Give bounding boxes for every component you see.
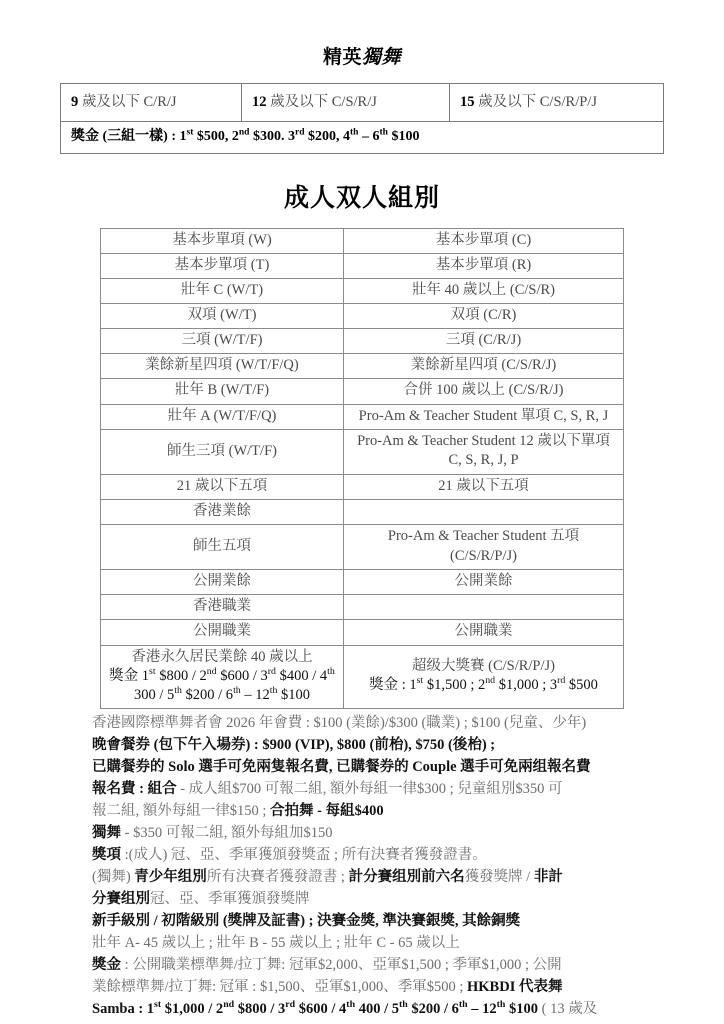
table-row	[101, 329, 624, 354]
samba-c: $800 / 3	[234, 1001, 286, 1018]
event-cell-right	[344, 499, 624, 524]
table-row	[101, 474, 624, 499]
event-cell-left: 基本步單項 (T)	[101, 253, 344, 278]
note-solo-fee	[92, 822, 632, 844]
note-award	[92, 844, 632, 866]
table-row	[101, 379, 624, 404]
note-youth-1	[92, 866, 632, 888]
youth-bold-2: 計分賽组別前六名	[348, 869, 465, 886]
table-row	[101, 354, 624, 379]
event-cell-right: 基本步單項 (C)	[344, 228, 624, 253]
hk-resident-prize-cell	[101, 645, 344, 708]
ordinal-suffix: rd	[267, 665, 276, 677]
event-cell-right: 公開職業	[344, 620, 624, 645]
event-cell-right	[344, 595, 624, 620]
hk-resident-title: 香港永久居民業餘 40 歲以上	[131, 648, 313, 665]
ordinal-suffix: th	[350, 127, 359, 138]
ordinal-suffix: th	[398, 999, 408, 1011]
age-group-cell-15	[450, 84, 664, 122]
event-cell-left: 香港業餘	[101, 499, 344, 524]
prize-c: $200, 4	[304, 129, 350, 145]
ordinal-suffix: th	[458, 999, 468, 1011]
hk-resident-prize-line-2: 300 / 5th $200 / 6th – 12th $100	[133, 684, 311, 703]
table-row	[101, 620, 624, 645]
note-dinner	[92, 734, 632, 756]
event-cell-left: 師生五項	[101, 525, 344, 570]
prize-rest-1: : 公開職業標準舞/拉丁舞: 冠軍$2,000、亞軍$1,500 ; 季軍$1,000 ; 公開	[121, 957, 562, 974]
elite-solo-prize-cell	[61, 122, 664, 154]
table-row	[101, 278, 624, 303]
elite-solo-heading-italic: 獨舞	[362, 47, 402, 68]
youth-bold-1: 青少年组別	[134, 869, 207, 886]
prize-b: $300. 3	[249, 129, 295, 145]
table-row	[61, 122, 664, 154]
note-fee-1	[92, 778, 632, 800]
event-cell-right: Pro-Am & Teacher Student 單項 C, S, R, J	[344, 404, 624, 429]
event-cell-left: 三項 (W/T/F)	[101, 329, 344, 354]
event-cell-left: 公開職業	[101, 620, 344, 645]
event-cell-right: 公開業餘	[344, 570, 624, 595]
youth-bold-3: 非計	[533, 869, 563, 886]
samba-b: $1,000 / 2	[161, 1001, 224, 1018]
event-cell-right: Pro-Am & Teacher Student 五項 (C/S/R/P/J)	[344, 525, 624, 570]
ordinal-suffix: nd	[238, 127, 250, 138]
table-row	[61, 84, 664, 122]
ordinal-suffix: rd	[557, 675, 566, 687]
event-cell-left: 壯年 A (W/T/F/Q)	[101, 404, 344, 429]
award-rest: :(成人) 冠、亞、季軍獲頒發獎盃 ; 所有決賽者獲發證書。	[121, 847, 487, 864]
table-row	[101, 525, 624, 570]
event-cell-right: 三項 (C/R/J)	[344, 329, 624, 354]
samba-f: $200 / 6	[407, 1001, 459, 1018]
table-row	[101, 429, 624, 474]
age-number: 9	[71, 94, 79, 110]
age-number: 12	[252, 94, 267, 110]
youth-pre: (獨舞)	[92, 869, 135, 886]
table-row	[101, 253, 624, 278]
notes-block	[92, 712, 632, 1020]
table-row	[101, 595, 624, 620]
table-row-prize	[101, 645, 624, 708]
note-samba	[92, 998, 632, 1020]
event-cell-right: 壯年 40 歲以上 (C/S/R)	[344, 278, 624, 303]
event-cell-left: 双項 (W/T)	[101, 304, 344, 329]
samba-tail: ( 13 歲及	[541, 1001, 598, 1018]
event-cell-left: 壯年 B (W/T/F)	[101, 379, 344, 404]
elite-solo-heading-prefix: 精英	[322, 47, 362, 68]
event-cell-left: 基本步單項 (W)	[101, 228, 344, 253]
fee-rest-2: 報二組, 額外每組一律$150 ;	[92, 803, 271, 819]
fee-bold-2: 合拍舞 - 每組$400	[270, 803, 384, 819]
prize-label: 獎金	[92, 957, 121, 974]
grand-prix-prize-line: 獎金 : 1st $1,500 ; 2nd $1,000 ; 3rd $500	[369, 675, 598, 694]
event-cell-right: 21 歲以下五項	[344, 474, 624, 499]
ordinal-suffix: th	[346, 999, 356, 1011]
grand-prix-title: 超级大獎賽 (C/S/R/P/J)	[411, 658, 555, 675]
prize-rest-2: 業餘標準舞/拉丁舞: 冠軍 : $1,500、亞軍$1,000、季軍$500 ;	[92, 979, 467, 996]
youth-mid-1: 所有決賽者獲發證書 ;	[206, 869, 349, 886]
solo-label: 獨舞	[92, 825, 121, 842]
samba-d: $600 / 4	[295, 1001, 347, 1018]
dinner-label: 晚會餐券	[92, 736, 150, 753]
event-cell-left: 21 歲以下五項	[101, 474, 344, 499]
event-cell-right: 双項 (C/R)	[344, 304, 624, 329]
ordinal-suffix: th	[379, 127, 388, 138]
table-row	[101, 570, 624, 595]
age-group-cell-12	[242, 84, 450, 122]
age-number: 15	[460, 94, 475, 110]
ordinal-suffix: th	[269, 684, 278, 696]
note-membership: 香港國際標準舞者會 2026 年會費 : $100 (業餘)/$300 (職業) ; $100 (兒童、少年)	[92, 714, 587, 731]
age-group-text: 歲及以下 C/S/R/P/J	[478, 94, 597, 110]
hk-resident-prize-line-1: 獎金 1st $800 / 2nd $600 / 3rd $400 / 4th	[109, 665, 335, 684]
event-cell-right: 合併 100 歲以上 (C/S/R/J)	[344, 379, 624, 404]
table-row	[101, 404, 624, 429]
table-row	[101, 304, 624, 329]
ordinal-suffix: th	[174, 684, 182, 696]
ordinal-suffix: th	[327, 665, 335, 677]
ordinal-suffix: st	[149, 665, 156, 677]
note-novice: 新手級別 / 初階級別 (獎牌及証書) ; 決賽金獎, 準決賽銀獎, 其餘銅獎	[92, 913, 521, 930]
solo-rest: - $350 可報二組, 額外每組加$150	[121, 825, 333, 842]
ordinal-suffix: th	[496, 999, 506, 1011]
prize-e: $100	[387, 129, 420, 145]
event-cell-left: 公開業餘	[101, 570, 344, 595]
ordinal-suffix: nd	[223, 999, 235, 1011]
note-fee-2	[92, 800, 632, 822]
table-row	[101, 228, 624, 253]
youth-mid-2: 獲發獎牌 /	[464, 869, 534, 886]
youth-bold-4: 分賽组別	[92, 891, 150, 908]
event-cell-right: 基本步單項 (R)	[344, 253, 624, 278]
adult-couple-heading: 成人双人組別	[283, 184, 440, 212]
dinner-rest: (包下午入場券) : $900 (VIP), $800 (前枱), $750 (後枱) ;	[150, 736, 496, 753]
ordinal-suffix: st	[154, 999, 162, 1011]
age-group-text: 歲及以下 C/R/J	[81, 94, 177, 110]
table-row	[101, 499, 624, 524]
age-group-text: 歲及以下 C/S/R/J	[270, 94, 377, 110]
note-prize-2	[92, 976, 632, 998]
event-cell-left: 師生三項 (W/T/F)	[101, 429, 344, 474]
fee-rest-1: - 成人組$700 可報二組, 額外每組一律$300 ; 兒童組別$350 可	[176, 780, 563, 797]
fee-label: 報名費 : 組合	[92, 780, 177, 797]
prize-a: $500, 2	[193, 129, 239, 145]
award-label: 獎項	[92, 847, 121, 864]
note-senior: 壯年 A- 45 歲以上 ; 壯年 B - 55 歲以上 ; 壯年 C - 65 歲以上	[92, 935, 460, 952]
ordinal-suffix: th	[233, 684, 241, 696]
ordinal-suffix: st	[416, 675, 424, 687]
ordinal-suffix: rd	[285, 999, 296, 1011]
note-youth-2	[92, 888, 632, 910]
note-prize-1	[92, 954, 632, 976]
elite-solo-table	[60, 83, 664, 154]
ordinal-suffix: st	[186, 127, 194, 138]
event-cell-right: 業餘新星四項 (C/S/R/J)	[344, 354, 624, 379]
grand-prix-prize-cell	[344, 645, 624, 708]
event-cell-left: 香港職業	[101, 595, 344, 620]
ordinal-suffix: nd	[485, 675, 496, 687]
prize-bold-2: HKBDI 代表舞	[467, 979, 563, 996]
event-cell-left: 壯年 C (W/T)	[101, 278, 344, 303]
event-cell-right: Pro-Am & Teacher Student 12 歲以下單項 C, S, R, J, P	[344, 429, 624, 474]
ordinal-suffix: rd	[294, 127, 305, 138]
prize-lead: 獎金 (三組一樣) : 1	[71, 129, 187, 145]
samba-a: Samba : 1	[92, 1001, 155, 1018]
note-voucher: 已購餐券的 Solo 選手可免兩隻報名費, 已購餐券的 Couple 選手可免兩组報名費	[92, 758, 591, 775]
elite-solo-heading	[0, 0, 724, 69]
event-cell-left: 業餘新星四項 (W/T/F/Q)	[101, 354, 344, 379]
prize-d: – 6	[358, 129, 380, 145]
samba-e: 400 / 5	[355, 1001, 399, 1018]
samba-h: $100	[505, 1001, 542, 1018]
youth-end: 冠、亞、季軍獲頒發獎牌	[150, 891, 310, 908]
samba-g: – 12	[467, 1001, 497, 1018]
ordinal-suffix: nd	[206, 665, 217, 677]
age-group-cell-9	[61, 84, 242, 122]
adult-couple-table	[100, 228, 624, 709]
